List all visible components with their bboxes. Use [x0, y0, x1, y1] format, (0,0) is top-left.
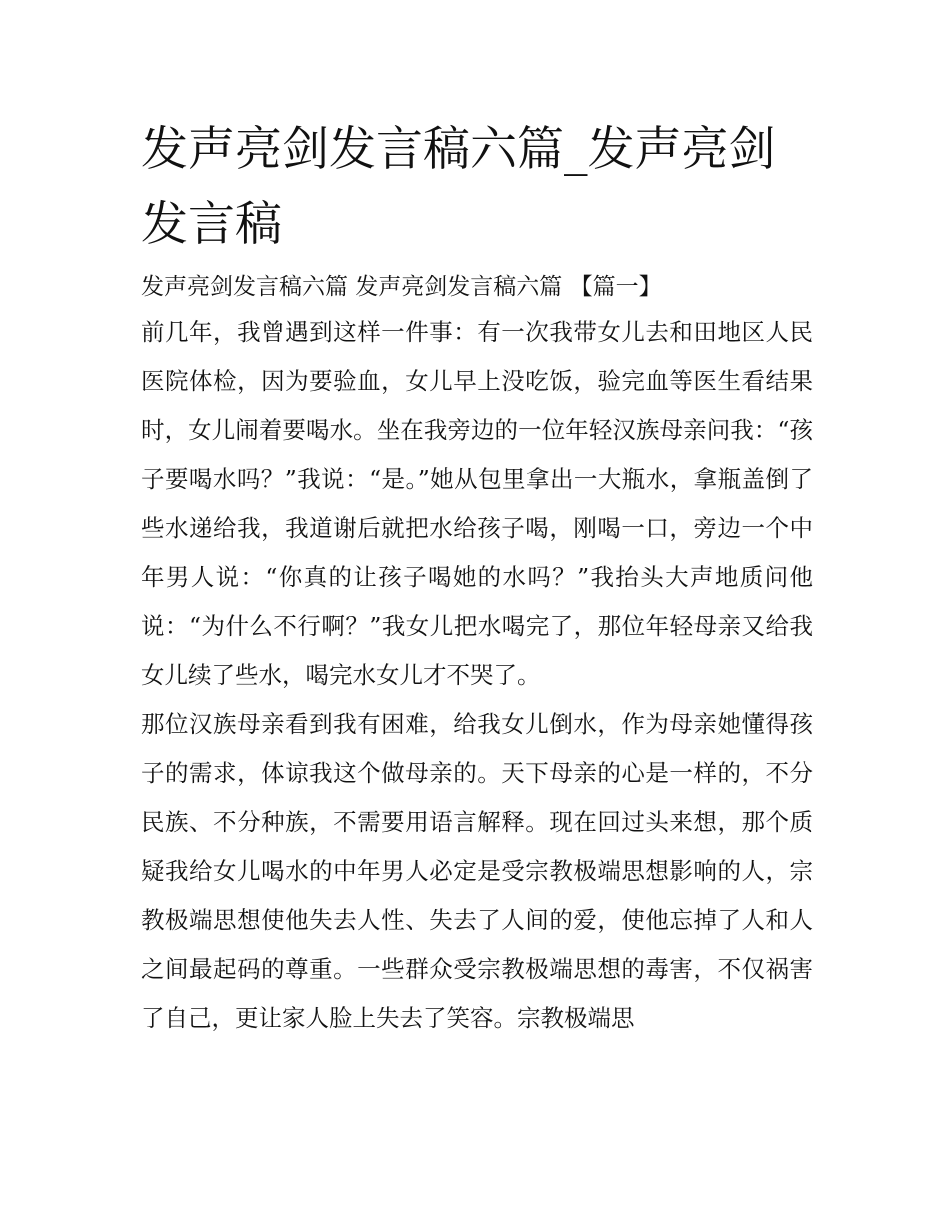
- document-body: [141, 112, 813, 1043]
- paragraph-2: 那位汉族母亲看到我有困难，给我女儿倒水，作为母亲她懂得孩子的需求，体谅我这个做母亲的。天下母亲的心是一样的，不分民族、不分种族，不需要用语言解释。现在回过头来想，那个质疑我给女儿喝水的中年男人必定是受宗教极端思想影响的人，宗教极端思想使他失去人性、失去了人间的爱，使他忘掉了人和人之间最起码的尊重。一些群众受宗教极端思想的毒害，不仅祸害了自己，更让家人脸上失去了笑容。宗教极端思: [141, 710, 813, 1032]
- document-subtitle: 发声亮剑发言稿六篇 发声亮剑发言稿六篇 【篇一】: [141, 274, 662, 300]
- paragraph-1: 前几年，我曾遇到这样一件事：有一次我带女儿去和田地区人民医院体检，因为要验血，女儿早上没吃饭，验完血等医生看结果时，女儿闹着要喝水。坐在我旁边的一位年轻汉族母亲问我：“孩子要喝水吗？”我说：“是。”她从包里拿出一大瓶水，拿瓶盖倒了些水递给我，我道谢后就把水给孩子喝，刚喝一口，旁边一个中年男人说：“你真的让孩子喝她的水吗？”我抬头大声地质问他说：“为什么不行啊？”我女儿把水喝完了，那位年轻母亲又给我女儿续了些水，喝完水女儿才不哭了。: [141, 318, 813, 689]
- document-title: 发声亮剑发言稿六篇_发声亮剑发言稿: [141, 122, 776, 252]
